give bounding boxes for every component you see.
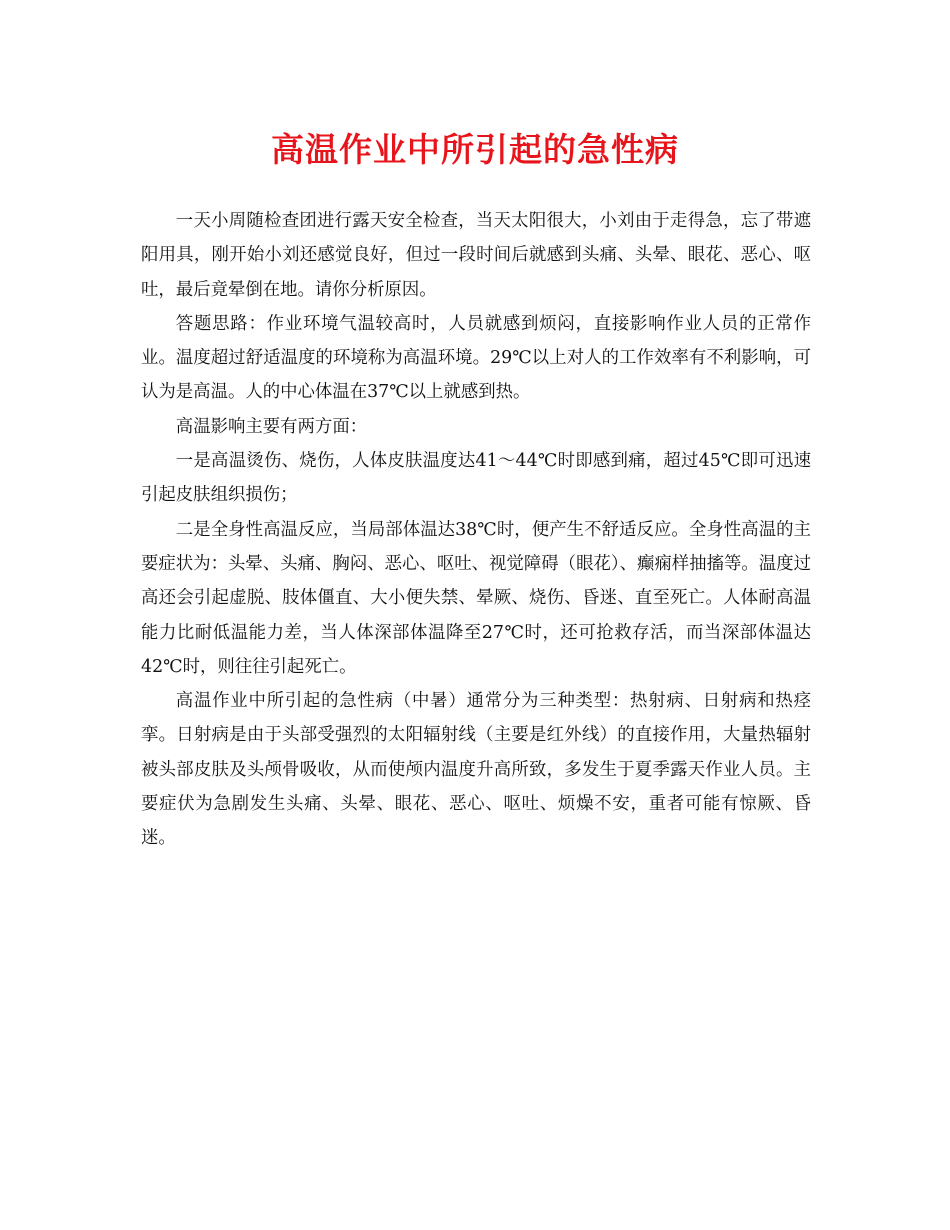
paragraph-scenario: 一天小周随检查团进行露天安全检查，当天太阳很大，小刘由于走得急，忘了带遮阳用具，刚开始小刘还感觉良好，但过一段时间后就感到头痛、头晕、眼花、恶心、呕吐，最后竟晕倒在地。请你分析原因。	[141, 211, 811, 300]
paragraph-heatstroke-types: 高温作业中所引起的急性病（中暑）通常分为三种类型：热射病、日射病和热痉挛。日射病是由于头部受强烈的太阳辐射线（主要是红外线）的直接作用，大量热辐射被头部皮肤及头颅骨吸收，从而使颅内温度升高所致，多发生于夏季露天作业人员。主要症伏为急剧发生头痛、头晕、眼花、恶心、呕吐、烦燥不安，重者可能有惊厥、昏迷。	[141, 691, 811, 849]
document-title: 高温作业中所引起的急性病	[271, 130, 679, 169]
paragraph-answer-approach: 答题思路：作业环境气温较高时，人员就感到烦闷，直接影响作业人员的正常作业。温度超过舒适温度的环境称为高温环境。29℃以上对人的工作效率有不利影响，可认为是高温。人的中心体温在37℃以上就感到热。	[141, 313, 811, 403]
document-body	[141, 204, 811, 856]
paragraph-effects-intro: 高温影响主要有两方面：	[175, 416, 368, 437]
paragraph-effect-burns: 一是高温烫伤、烧伤，人体皮肤温度达41～44℃时即感到痛，超过45℃即可迅速引起皮肤组织损伤；	[141, 451, 811, 506]
paragraph-effect-systemic: 二是全身性高温反应，当局部体温达38℃时，便产生不舒适反应。全身性高温的主要症状为：头晕、头痛、胸闷、恶心、呕吐、视觉障碍（眼花）、癫痫样抽搐等。温度过高还会引起虚脱、肢体僵直、大小便失禁、晕厥、烧伤、昏迷、直至死亡。人体耐高温能力比耐低温能力差，当人体深部体温降至27℃时，还可抢救存活，而当深部体温达42℃时，则往往引起死亡。	[141, 519, 811, 677]
